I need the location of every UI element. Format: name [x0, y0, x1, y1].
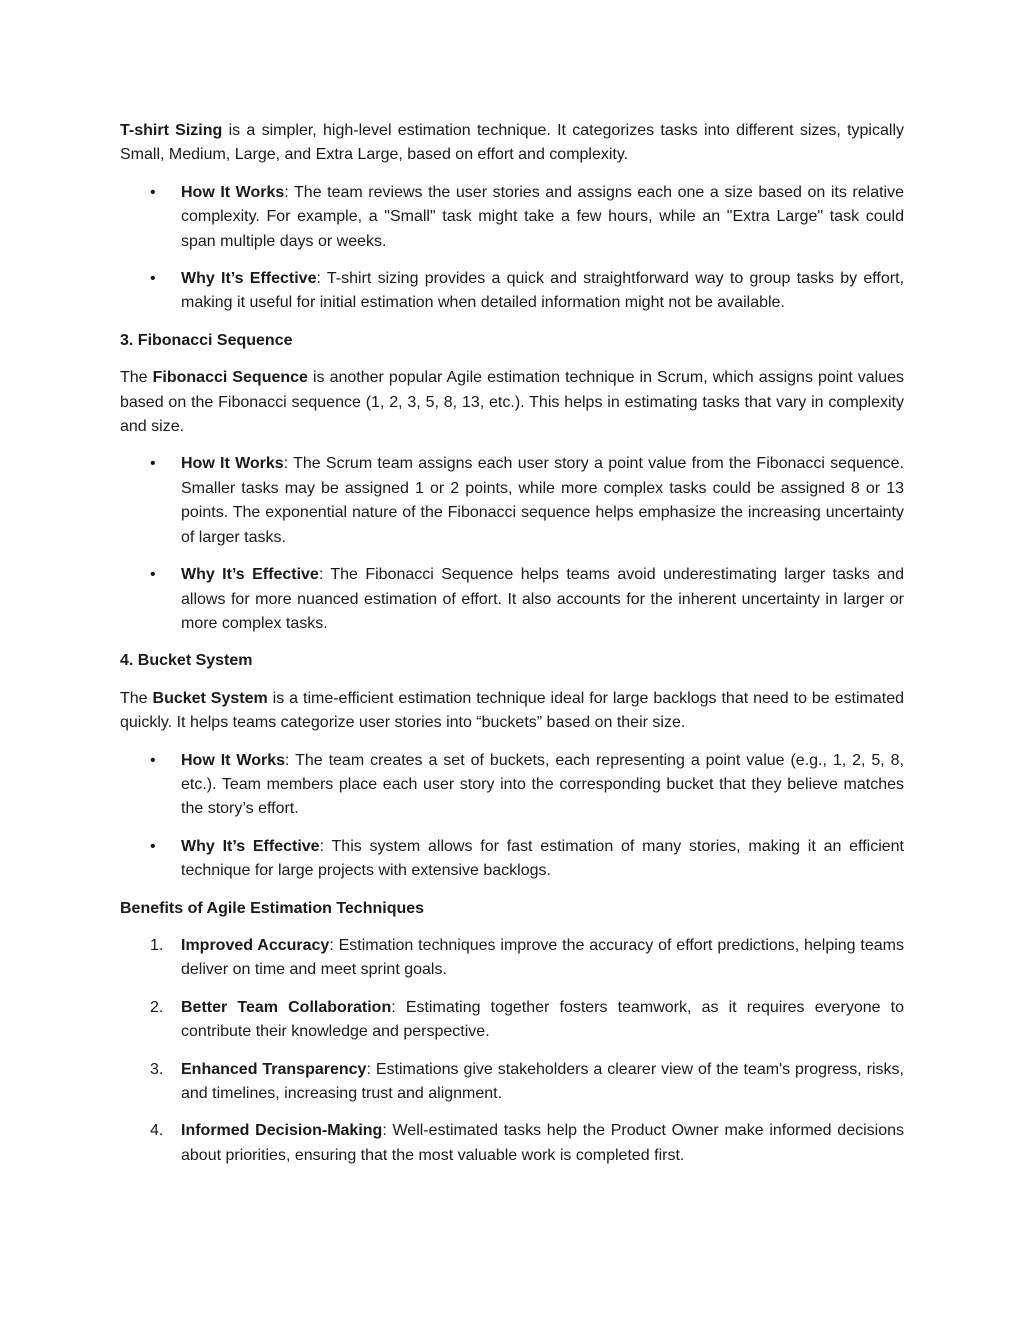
bullet-text: : The team creates a set of buckets, each representing a point value (e.g., 1, 2, 5, 8, etc.). Team members place each user story into the corresponding bucket that they believe matches the story’s effort. [181, 751, 905, 818]
bucket-bullet-list [120, 749, 904, 884]
document-page [120, 119, 904, 1181]
bullet-label: How It Works [181, 751, 286, 769]
list-item [120, 835, 904, 884]
list-item [120, 267, 904, 316]
list-item [120, 452, 904, 550]
list-item [120, 1119, 904, 1168]
bullet-label: Why It’s Effective [181, 566, 319, 584]
benefit-label: Enhanced Transparency [181, 1060, 367, 1078]
benefit-label: Better Team Collaboration [181, 998, 392, 1016]
bucket-prefix: The [120, 689, 153, 707]
tshirt-intro-text: is a simpler, high-level estimation technique. It categorizes tasks into different sizes, typically Small, Medium, Large, and Extra Large, based on effort and complexity. [120, 122, 904, 164]
fibonacci-term: Fibonacci Sequence [152, 369, 308, 387]
fibonacci-text: is another popular Agile estimation technique in Scrum, which assigns point values based on the Fibonacci sequence (1, 2, 3, 5, 8, 13, etc.). This helps in estimating tasks that vary in complexity and size. [120, 369, 904, 436]
list-item [120, 749, 904, 822]
bullet-label: How It Works [181, 455, 284, 473]
number-marker: 2. [150, 998, 164, 1016]
benefits-numbered-list [120, 934, 904, 1168]
bullet-marker: • [150, 837, 156, 855]
bullet-marker: • [150, 751, 156, 769]
bullet-text: : The Fibonacci Sequence helps teams avoid underestimating larger tasks and allows for more nuanced estimation of effort. It also accounts for the inherent uncertainty in larger or more complex tasks. [181, 566, 904, 632]
number-marker: 1. [150, 936, 164, 954]
bullet-label: Why It’s Effective [181, 270, 317, 288]
bullet-text: : This system allows for fast estimation of many stories, making it an efficient technique for large projects with extensive backlogs. [181, 837, 904, 880]
bucket-heading: 4. Bucket System [120, 652, 253, 670]
bullet-text: : T-shirt sizing provides a quick and straightforward way to group tasks by effort, making it useful for initial estimation when detailed information might not be available. [181, 270, 904, 312]
benefit-text: : Well-estimated tasks help the Product Owner make informed decisions about priorities, ensuring that the most valuable work is completed first. [181, 1122, 904, 1164]
benefits-heading: Benefits of Agile Estimation Techniques [120, 899, 425, 917]
bullet-label: Why It’s Effective [181, 837, 320, 855]
list-item [120, 1058, 904, 1107]
fibonacci-heading: 3. Fibonacci Sequence [120, 331, 293, 349]
bullet-marker: • [150, 183, 156, 201]
benefit-text: : Estimating together fosters teamwork, as it requires everyone to contribute their knowledge and perspective. [181, 998, 904, 1041]
number-marker: 3. [150, 1060, 164, 1078]
bucket-term: Bucket System [152, 689, 268, 707]
list-item [120, 563, 904, 636]
tshirt-intro-paragraph [120, 119, 904, 168]
bucket-text: is a time-efficient estimation technique ideal for large backlogs that need to be estimated quickly. It helps teams categorize user stories into “buckets” based on their size. [120, 689, 905, 732]
benefit-text: : Estimations give stakeholders a clearer view of the team's progress, risks, and timelines, increasing trust and alignment. [181, 1060, 904, 1102]
bullet-text: : The Scrum team assigns each user story a point value from the Fibonacci sequence. Smaller tasks may be assigned 1 or 2 points, while more complex tasks could be assigned 8 or 13 points. The exponential nature of the Fibonacci sequence helps emphasize the increasing uncertainty of larger tasks. [181, 455, 905, 546]
bullet-marker: • [150, 566, 156, 584]
fibonacci-bullet-list [120, 452, 904, 636]
fibonacci-paragraph [120, 366, 904, 439]
fibonacci-prefix: The [120, 369, 153, 387]
bullet-text: : The team reviews the user stories and assigns each one a size based on its relative complexity. For example, a "Small" task might take a few hours, while an "Extra Large" task could span multiple days or weeks. [181, 183, 905, 250]
number-marker: 4. [150, 1122, 164, 1140]
list-item [120, 934, 904, 983]
list-item [120, 996, 904, 1045]
bullet-marker: • [150, 455, 156, 473]
bullet-marker: • [150, 270, 156, 288]
bucket-paragraph [120, 687, 904, 736]
tshirt-term: T-shirt Sizing [120, 122, 223, 139]
tshirt-bullet-list [120, 181, 904, 316]
benefit-text: : Estimation techniques improve the accuracy of effort predictions, helping teams deliver on time and meet sprint goals. [181, 936, 904, 979]
benefit-label: Improved Accuracy [181, 936, 330, 954]
bullet-label: How It Works [181, 183, 285, 201]
benefit-label: Informed Decision-Making [181, 1122, 383, 1140]
list-item [120, 181, 904, 254]
